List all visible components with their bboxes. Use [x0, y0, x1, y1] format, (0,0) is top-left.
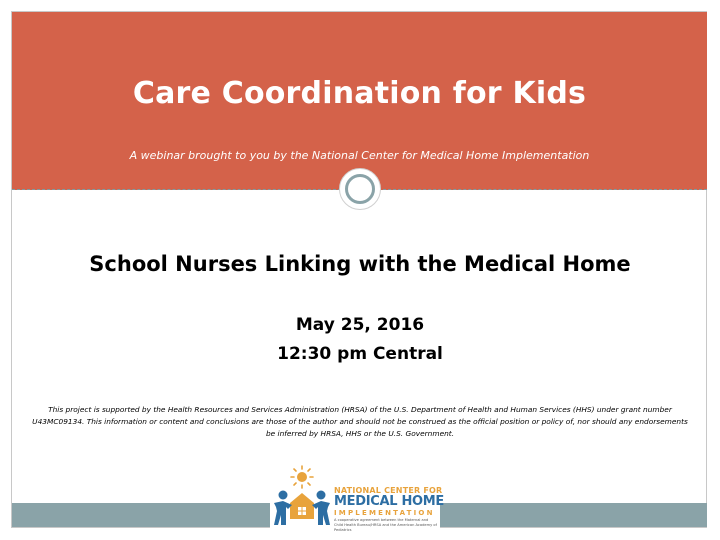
session-date: May 25, 2016 [295, 315, 425, 335]
webinar-subtitle: A webinar brought to you by the National Center for Medical Home Implementation [129, 149, 590, 162]
logo-line-2: MEDICAL HOME [334, 494, 445, 509]
funding-disclaimer: This project is supported by the Health Resources and Services Administration (HRSA) of the U.S. Department of Health and Human Services (HHS) under grant number U43MC09134. This information or content and conclusions are those of the author and should not be construed as the official position or policy of, nor should any endorsements be inferred by HRSA, HHS or the U.S. Government. [32, 405, 688, 438]
logo-tagline: A cooperative agreement between the Maternal and Child Health Bureau/HRSA and the American Academy of Pediatrics [334, 518, 437, 532]
nchmi-logo [270, 463, 445, 533]
session-time: 12:30 pm Central [277, 344, 443, 364]
logo-line-3: IMPLEMENTATION [334, 509, 435, 517]
webinar-title: Care Coordination for Kids [132, 76, 587, 111]
logo-line-1: NATIONAL CENTER FOR [334, 486, 443, 495]
ring-ornament-icon [339, 168, 381, 210]
family-house-icon [272, 463, 332, 533]
header-banner [12, 12, 707, 190]
ring-inner [345, 174, 375, 204]
session-title: School Nurses Linking with the Medical Home [89, 252, 631, 276]
